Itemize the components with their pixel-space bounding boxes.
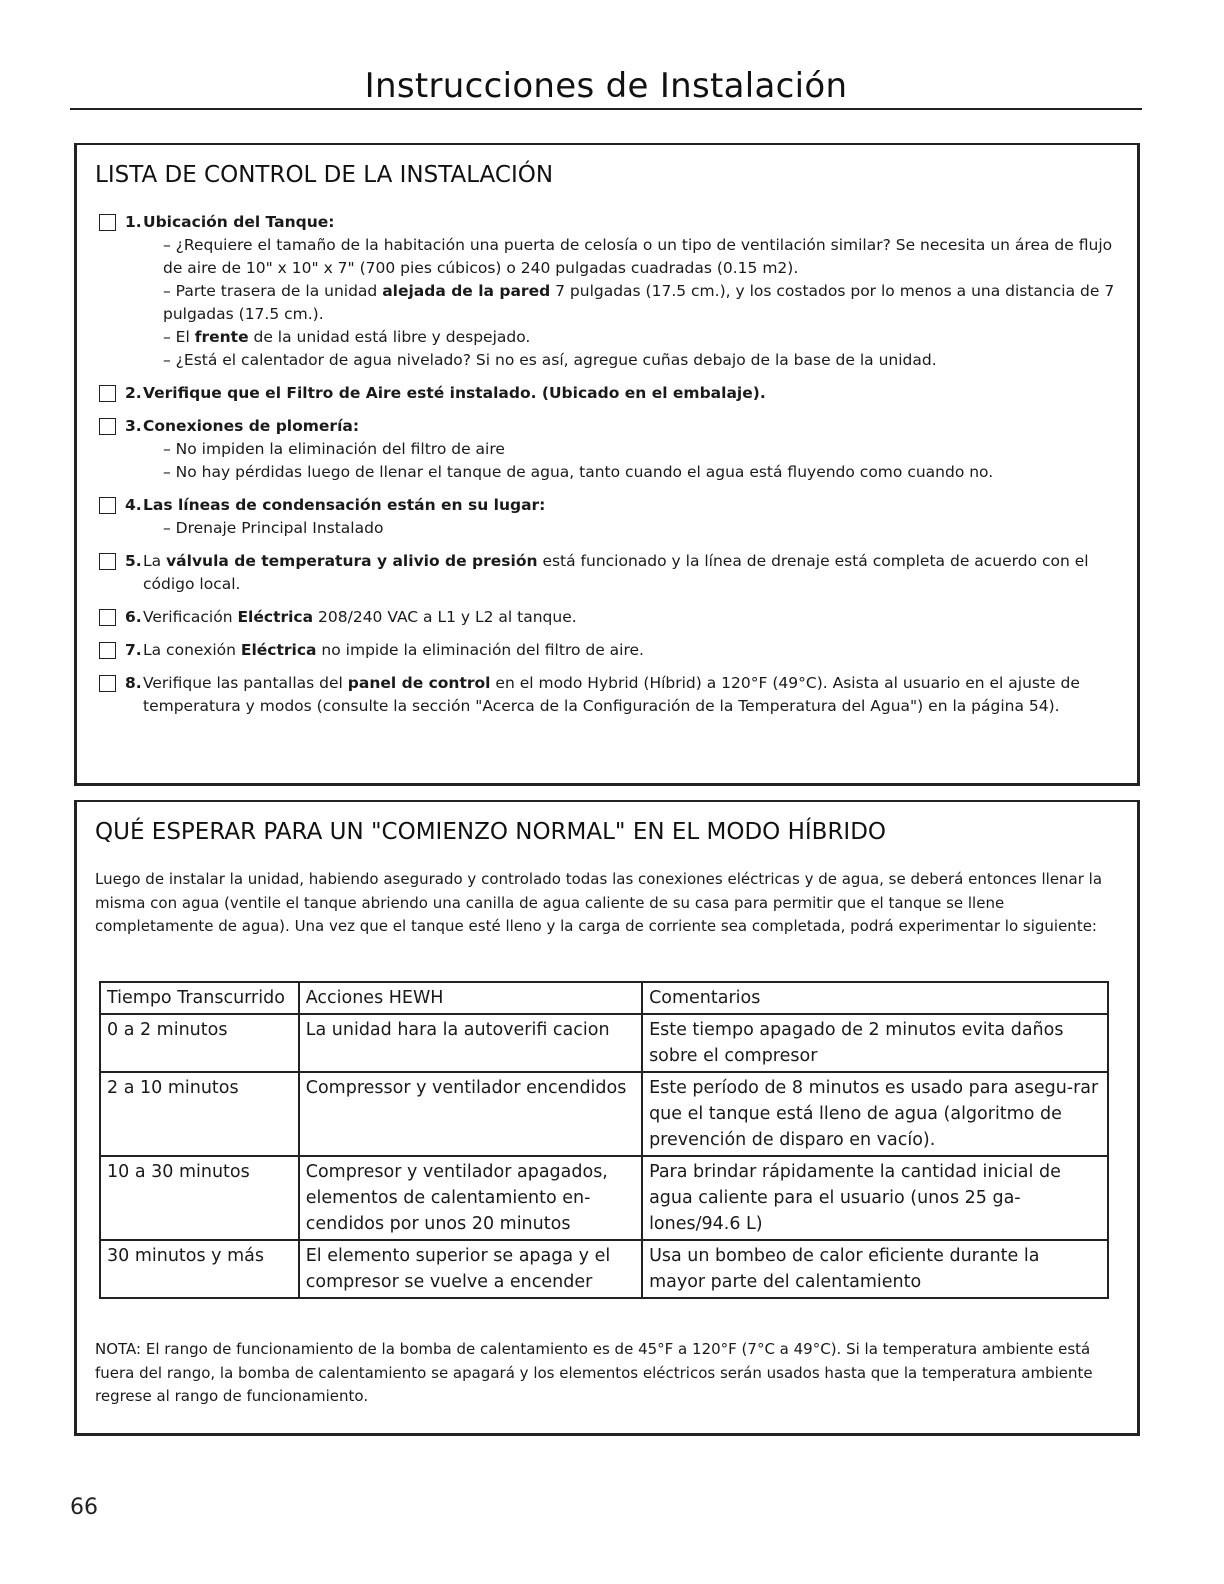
item-text: La conexión Eléctrica no impide la eliminación del filtro de aire. (143, 641, 644, 659)
startup-heading: QUÉ ESPERAR PARA UN "COMIENZO NORMAL" EN EL MODO HÍBRIDO (95, 819, 887, 845)
checklist-item-5 (95, 550, 1125, 596)
table-cell: 0 a 2 minutos (100, 1014, 299, 1072)
table-cell: 10 a 30 minutos (100, 1156, 299, 1240)
item-line: – Parte trasera de la unidad alejada de la pared 7 pulgadas (17.5 cm.), y los costados por lo menos a una distancia de 7 pulgadas (17.5 cm.). (163, 282, 1115, 323)
item-text: La válvula de temperatura y alivio de presión está funcionado y la línea de drenaje está completa de acuerdo con el código local. (143, 552, 1089, 593)
table-row (100, 1240, 1108, 1298)
startup-table (99, 981, 1109, 1299)
item-number: 1. (125, 213, 142, 231)
table-cell: Para brindar rápidamente la cantidad inicial de agua caliente para el usuario (unos 25 ga-lones/94.6 L) (642, 1156, 1108, 1240)
item-line: – No hay pérdidas luego de llenar el tanque de agua, tanto cuando el agua está fluyendo como cuando no. (163, 463, 994, 481)
checklist-item-2 (95, 382, 1125, 405)
column-header: Tiempo Transcurrido (100, 982, 299, 1014)
checklist-item-3 (95, 415, 1125, 484)
checkbox[interactable] (99, 675, 116, 692)
checklist (95, 211, 1125, 728)
item-number: 8. (125, 674, 142, 692)
operating-range-note: NOTA: El rango de funcionamiento de la bomba de calentamiento es de 45°F a 120°F (7°C a 49°C). Si la temperatura ambiente está fuera del rango, la bomba de calentamiento se apagará y los elementos eléctricos serán usados hasta que la temperatura ambiente regrese al rango de funcionamiento. (95, 1340, 1093, 1405)
item-title: Las líneas de condensación están en su lugar: (143, 496, 546, 514)
item-line: – ¿Está el calentador de agua nivelado? Si no es así, agregue cuñas debajo de la base de la unidad. (163, 351, 937, 369)
table-cell: Compresor y ventilador apagados, elementos de calentamiento en-cendidos por unos 20 minutos (299, 1156, 642, 1240)
table-row (100, 1014, 1108, 1072)
table-row (100, 1072, 1108, 1156)
table-cell: Este período de 8 minutos es usado para asegu-rar que el tanque está lleno de agua (algoritmo de prevención de disparo en vacío). (642, 1072, 1108, 1156)
table-cell: El elemento superior se apaga y el compresor se vuelve a encender (299, 1240, 642, 1298)
item-number: 2. (125, 384, 142, 402)
table-cell: 2 a 10 minutos (100, 1072, 299, 1156)
column-header: Comentarios (642, 982, 1108, 1014)
item-number: 4. (125, 496, 142, 514)
item-number: 6. (125, 608, 142, 626)
item-number: 7. (125, 641, 142, 659)
table-cell: Usa un bombeo de calor eficiente durante la mayor parte del calentamiento (642, 1240, 1108, 1298)
page-title: Instrucciones de Instalación (364, 66, 848, 106)
startup-intro: Luego de instalar la unidad, habiendo asegurado y controlado todas las conexiones eléctricas y de agua, se deberá entonces llenar la misma con agua (ventile el tanque abriendo una canilla de agua caliente de su casa para permitir que el tanque se llene completamente de agua). Una vez que el tanque esté lleno y la carga de corriente sea completada, podrá experimentar lo siguiente: (95, 870, 1103, 935)
item-line: – No impiden la eliminación del filtro de aire (163, 440, 505, 458)
table-header-row (100, 982, 1108, 1014)
table-cell: 30 minutos y más (100, 1240, 299, 1298)
checkbox[interactable] (99, 609, 116, 626)
column-header: Acciones HEWH (299, 982, 642, 1014)
item-number: 5. (125, 552, 142, 570)
item-title: Verifique que el Filtro de Aire esté instalado. (Ubicado en el embalaje). (143, 384, 766, 402)
table-cell: Este tiempo apagado de 2 minutos evita daños sobre el compresor (642, 1014, 1108, 1072)
checklist-item-6 (95, 606, 1125, 629)
checklist-item-4 (95, 494, 1125, 540)
installation-checklist-box (74, 143, 1140, 786)
item-text: Verificación Eléctrica 208/240 VAC a L1 y L2 al tanque. (143, 608, 577, 626)
checkbox[interactable] (99, 214, 116, 231)
checklist-item-7 (95, 639, 1125, 662)
checklist-heading: LISTA DE CONTROL DE LA INSTALACIÓN (95, 162, 554, 188)
table-row (100, 1156, 1108, 1240)
table-cell: Compressor y ventilador encendidos (299, 1072, 642, 1156)
item-number: 3. (125, 417, 142, 435)
item-line: – El frente de la unidad está libre y despejado. (163, 328, 531, 346)
title-rule (70, 108, 1142, 110)
checkbox[interactable] (99, 418, 116, 435)
item-text: Verifique las pantallas del panel de control en el modo Hybrid (Híbrid) a 120°F (49°C). Asista al usuario en el ajuste de temperatura y modos (consulte la sección "Acerca de la Configuración de la Temperatura del Agua") en la página 54). (143, 674, 1080, 715)
table-cell: La unidad hara la autoverifi cacion (299, 1014, 642, 1072)
item-line: – Drenaje Principal Instalado (163, 519, 384, 537)
item-title: Ubicación del Tanque: (143, 213, 335, 231)
item-title: Conexiones de plomería: (143, 417, 360, 435)
item-line: – ¿Requiere el tamaño de la habitación una puerta de celosía o un tipo de ventilación similar? Se necesita un área de flujo de aire de 10" x 10" x 7" (700 pies cúbicos) o 240 pulgadas cuadradas (0.15 m2). (163, 236, 1113, 277)
checkbox[interactable] (99, 642, 116, 659)
normal-startup-box (74, 800, 1140, 1436)
checklist-item-1 (95, 211, 1125, 372)
checklist-item-8 (95, 672, 1125, 718)
checkbox[interactable] (99, 553, 116, 570)
page-number: 66 (70, 1495, 98, 1520)
checkbox[interactable] (99, 497, 116, 514)
checkbox[interactable] (99, 385, 116, 402)
